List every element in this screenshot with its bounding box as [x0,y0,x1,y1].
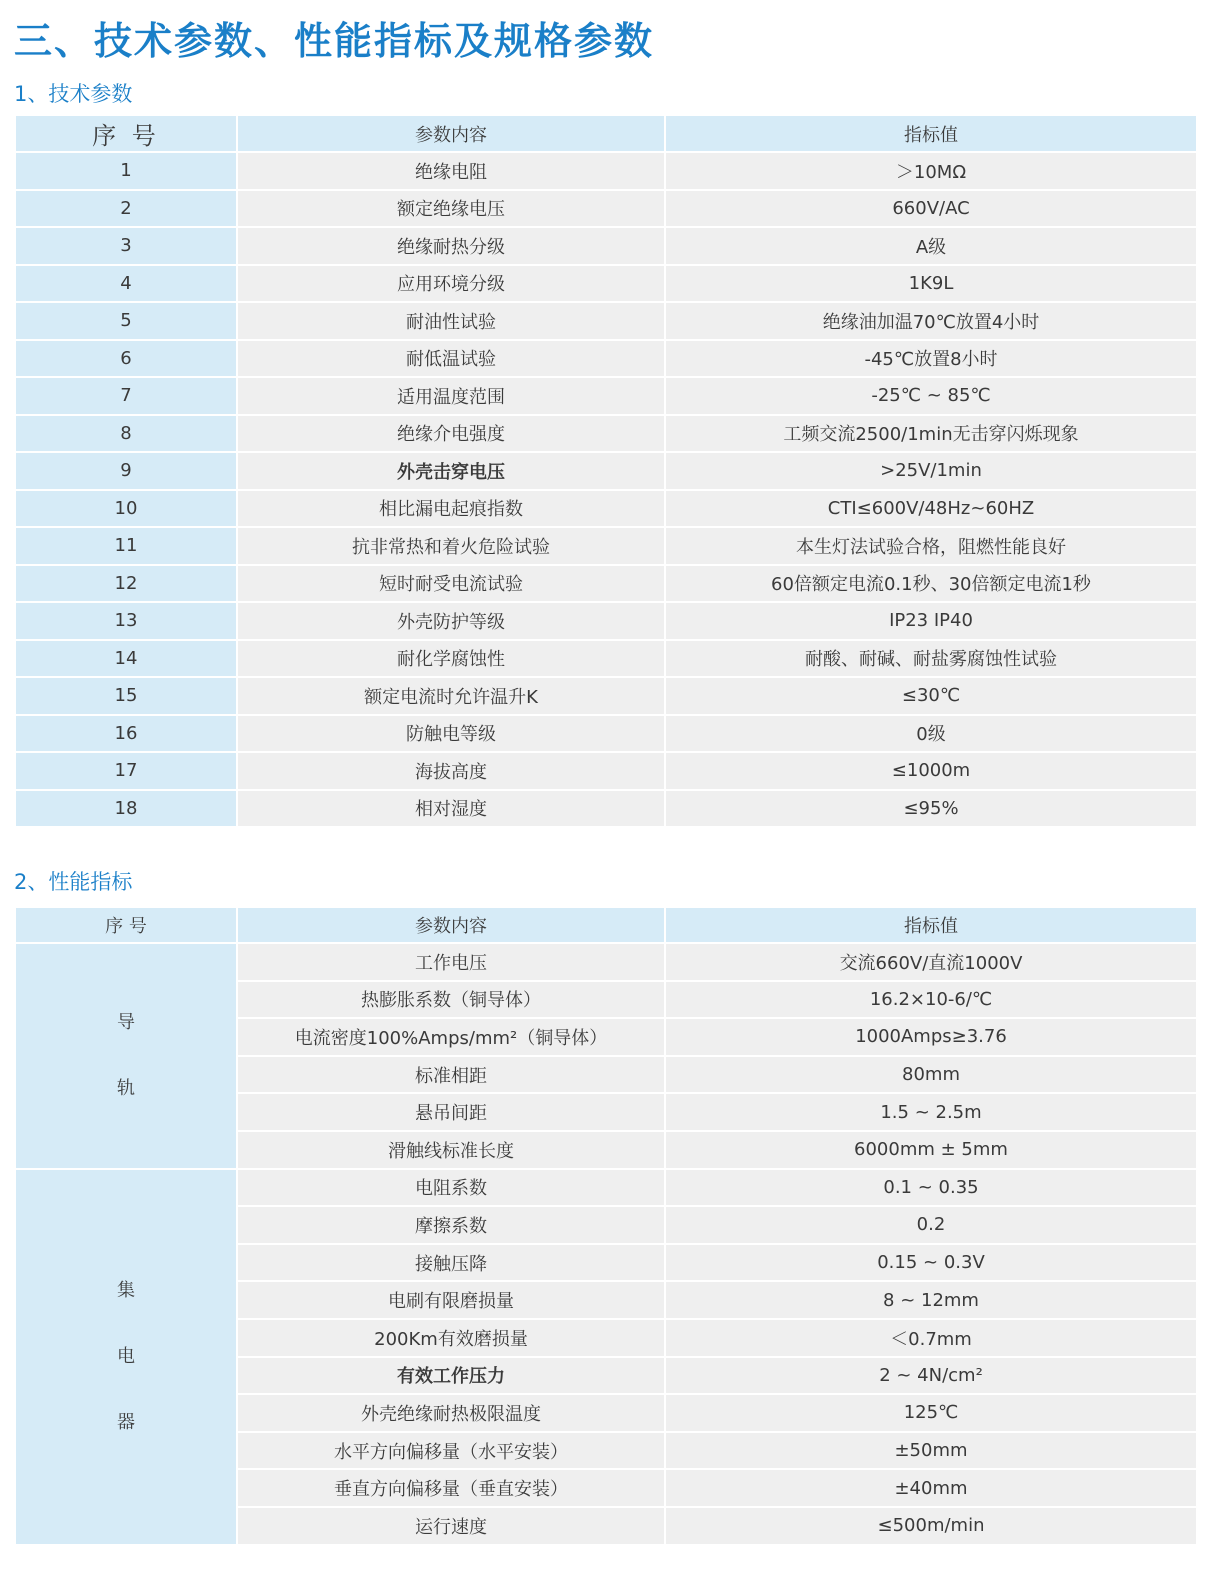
row-param: 电阻系数 [238,1170,666,1208]
row-value: 660V/AC [666,191,1198,229]
row-value: ≤95% [666,791,1198,829]
row-value: 0.2 [666,1207,1198,1245]
row-seq: 1 [16,153,238,191]
row-param: 外壳绝缘耐热极限温度 [238,1395,666,1433]
row-value: 60倍额定电流0.1秒、30倍额定电流1秒 [666,566,1198,604]
table-row [16,753,1198,791]
row-value: 1000Amps≥3.76 [666,1019,1198,1057]
row-param: 额定绝缘电压 [238,191,666,229]
table-row [16,566,1198,604]
section-performance-indicators-title: 2、性能指标 [14,870,133,894]
row-param: 防触电等级 [238,716,666,754]
table-row [16,678,1198,716]
row-value: CTI≤600V/48Hz~60HZ [666,491,1198,529]
row-value: IP23 IP40 [666,603,1198,641]
row-seq: 4 [16,266,238,304]
table-row [16,603,1198,641]
row-value: A级 [666,228,1198,266]
row-param: 耐化学腐蚀性 [238,641,666,679]
row-param: 绝缘耐热分级 [238,228,666,266]
row-seq: 8 [16,416,238,454]
row-value: ＞10MΩ [666,153,1198,191]
row-param: 电刷有限磨损量 [238,1282,666,1320]
row-value: 1K9L [666,266,1198,304]
row-value: -25℃ ~ 85℃ [666,378,1198,416]
row-param: 相对湿度 [238,791,666,829]
row-value: -45℃放置8小时 [666,341,1198,379]
table-row [16,416,1198,454]
header-param: 参数内容 [238,908,666,944]
section-technical-parameters-title: 1、技术参数 [14,82,133,106]
row-value: >25V/1min [666,453,1198,491]
table-row [16,153,1198,191]
group-label-char: 集 [117,1279,135,1301]
row-param: 200Km有效磨损量 [238,1320,666,1358]
row-value: ≤30℃ [666,678,1198,716]
row-seq: 2 [16,191,238,229]
row-seq: 13 [16,603,238,641]
table-row [16,303,1198,341]
table-row [16,791,1198,829]
row-seq: 15 [16,678,238,716]
row-value: 8 ~ 12mm [666,1282,1198,1320]
row-param: 摩擦系数 [238,1207,666,1245]
row-value: 本生灯法试验合格，阻燃性能良好 [666,528,1198,566]
group-label-char: 器 [117,1411,135,1433]
row-param: 运行速度 [238,1508,666,1546]
header-param: 参数内容 [238,116,666,153]
page-title: 三、技术参数、性能指标及规格参数 [14,19,655,63]
row-value: 2 ~ 4N/cm² [666,1358,1198,1396]
row-seq: 17 [16,753,238,791]
row-value: 80mm [666,1057,1198,1095]
header-seq: 序 号 [16,908,238,944]
row-seq: 12 [16,566,238,604]
row-param: 适用温度范围 [238,378,666,416]
row-value: 16.2×10-6/℃ [666,982,1198,1020]
table-row [16,266,1198,304]
table-row [16,341,1198,379]
row-value: ≤500m/min [666,1508,1198,1546]
header-value: 指标值 [666,116,1198,153]
row-param: 有效工作压力 [238,1358,666,1396]
row-param: 标准相距 [238,1057,666,1095]
performance-indicators-table [16,908,1198,1546]
row-value: 125℃ [666,1395,1198,1433]
row-param: 热膨胀系数（铜导体） [238,982,666,1020]
row-seq: 5 [16,303,238,341]
row-param: 水平方向偏移量（水平安装） [238,1433,666,1471]
row-param: 外壳防护等级 [238,603,666,641]
row-seq: 11 [16,528,238,566]
row-value: 工频交流2500/1min无击穿闪烁现象 [666,416,1198,454]
row-seq: 3 [16,228,238,266]
table-row [16,453,1198,491]
row-param: 额定电流时允许温升K [238,678,666,716]
row-value: ≤1000m [666,753,1198,791]
row-param: 绝缘介电强度 [238,416,666,454]
row-value: ±50mm [666,1433,1198,1471]
row-param: 抗非常热和着火危险试验 [238,528,666,566]
header-seq: 序 号 [16,116,238,153]
row-value: ＜0.7mm [666,1320,1198,1358]
table-row [16,641,1198,679]
row-param: 绝缘电阻 [238,153,666,191]
row-value: 0级 [666,716,1198,754]
row-param: 悬吊间距 [238,1094,666,1132]
row-value: 0.1 ~ 0.35 [666,1170,1198,1208]
row-param: 耐油性试验 [238,303,666,341]
row-param: 应用环境分级 [238,266,666,304]
table-row [16,491,1198,529]
table-row [16,944,1198,982]
row-param: 外壳击穿电压 [238,453,666,491]
row-value: 绝缘油加温70℃放置4小时 [666,303,1198,341]
header-value: 指标值 [666,908,1198,944]
row-param: 海拔高度 [238,753,666,791]
row-value: 6000mm ± 5mm [666,1132,1198,1170]
row-param: 垂直方向偏移量（垂直安装） [238,1470,666,1508]
row-value: 交流660V/直流1000V [666,944,1198,982]
row-param: 接触压降 [238,1245,666,1283]
group-label-char: 轨 [117,1077,135,1099]
group-label-char: 电 [117,1345,135,1367]
group-label [16,944,238,1170]
row-seq: 9 [16,453,238,491]
row-param: 电流密度100%Amps/mm²（铜导体） [238,1019,666,1057]
table-row [16,228,1198,266]
table-row [16,528,1198,566]
table-header-row [16,116,1198,153]
table-header-row [16,908,1198,944]
technical-parameters-table [16,116,1198,828]
row-seq: 16 [16,716,238,754]
table-row [16,378,1198,416]
row-value: 耐酸、耐碱、耐盐雾腐蚀性试验 [666,641,1198,679]
row-seq: 18 [16,791,238,829]
row-param: 短时耐受电流试验 [238,566,666,604]
row-param: 工作电压 [238,944,666,982]
row-param: 滑触线标准长度 [238,1132,666,1170]
row-seq: 14 [16,641,238,679]
row-seq: 6 [16,341,238,379]
table-row [16,1170,1198,1208]
row-param: 相比漏电起痕指数 [238,491,666,529]
row-seq: 7 [16,378,238,416]
row-value: 0.15 ~ 0.3V [666,1245,1198,1283]
row-value: ±40mm [666,1470,1198,1508]
table-row [16,716,1198,754]
group-label [16,1170,238,1546]
table-row [16,191,1198,229]
row-value: 1.5 ~ 2.5m [666,1094,1198,1132]
group-label-char: 导 [117,1011,135,1033]
row-param: 耐低温试验 [238,341,666,379]
row-seq: 10 [16,491,238,529]
